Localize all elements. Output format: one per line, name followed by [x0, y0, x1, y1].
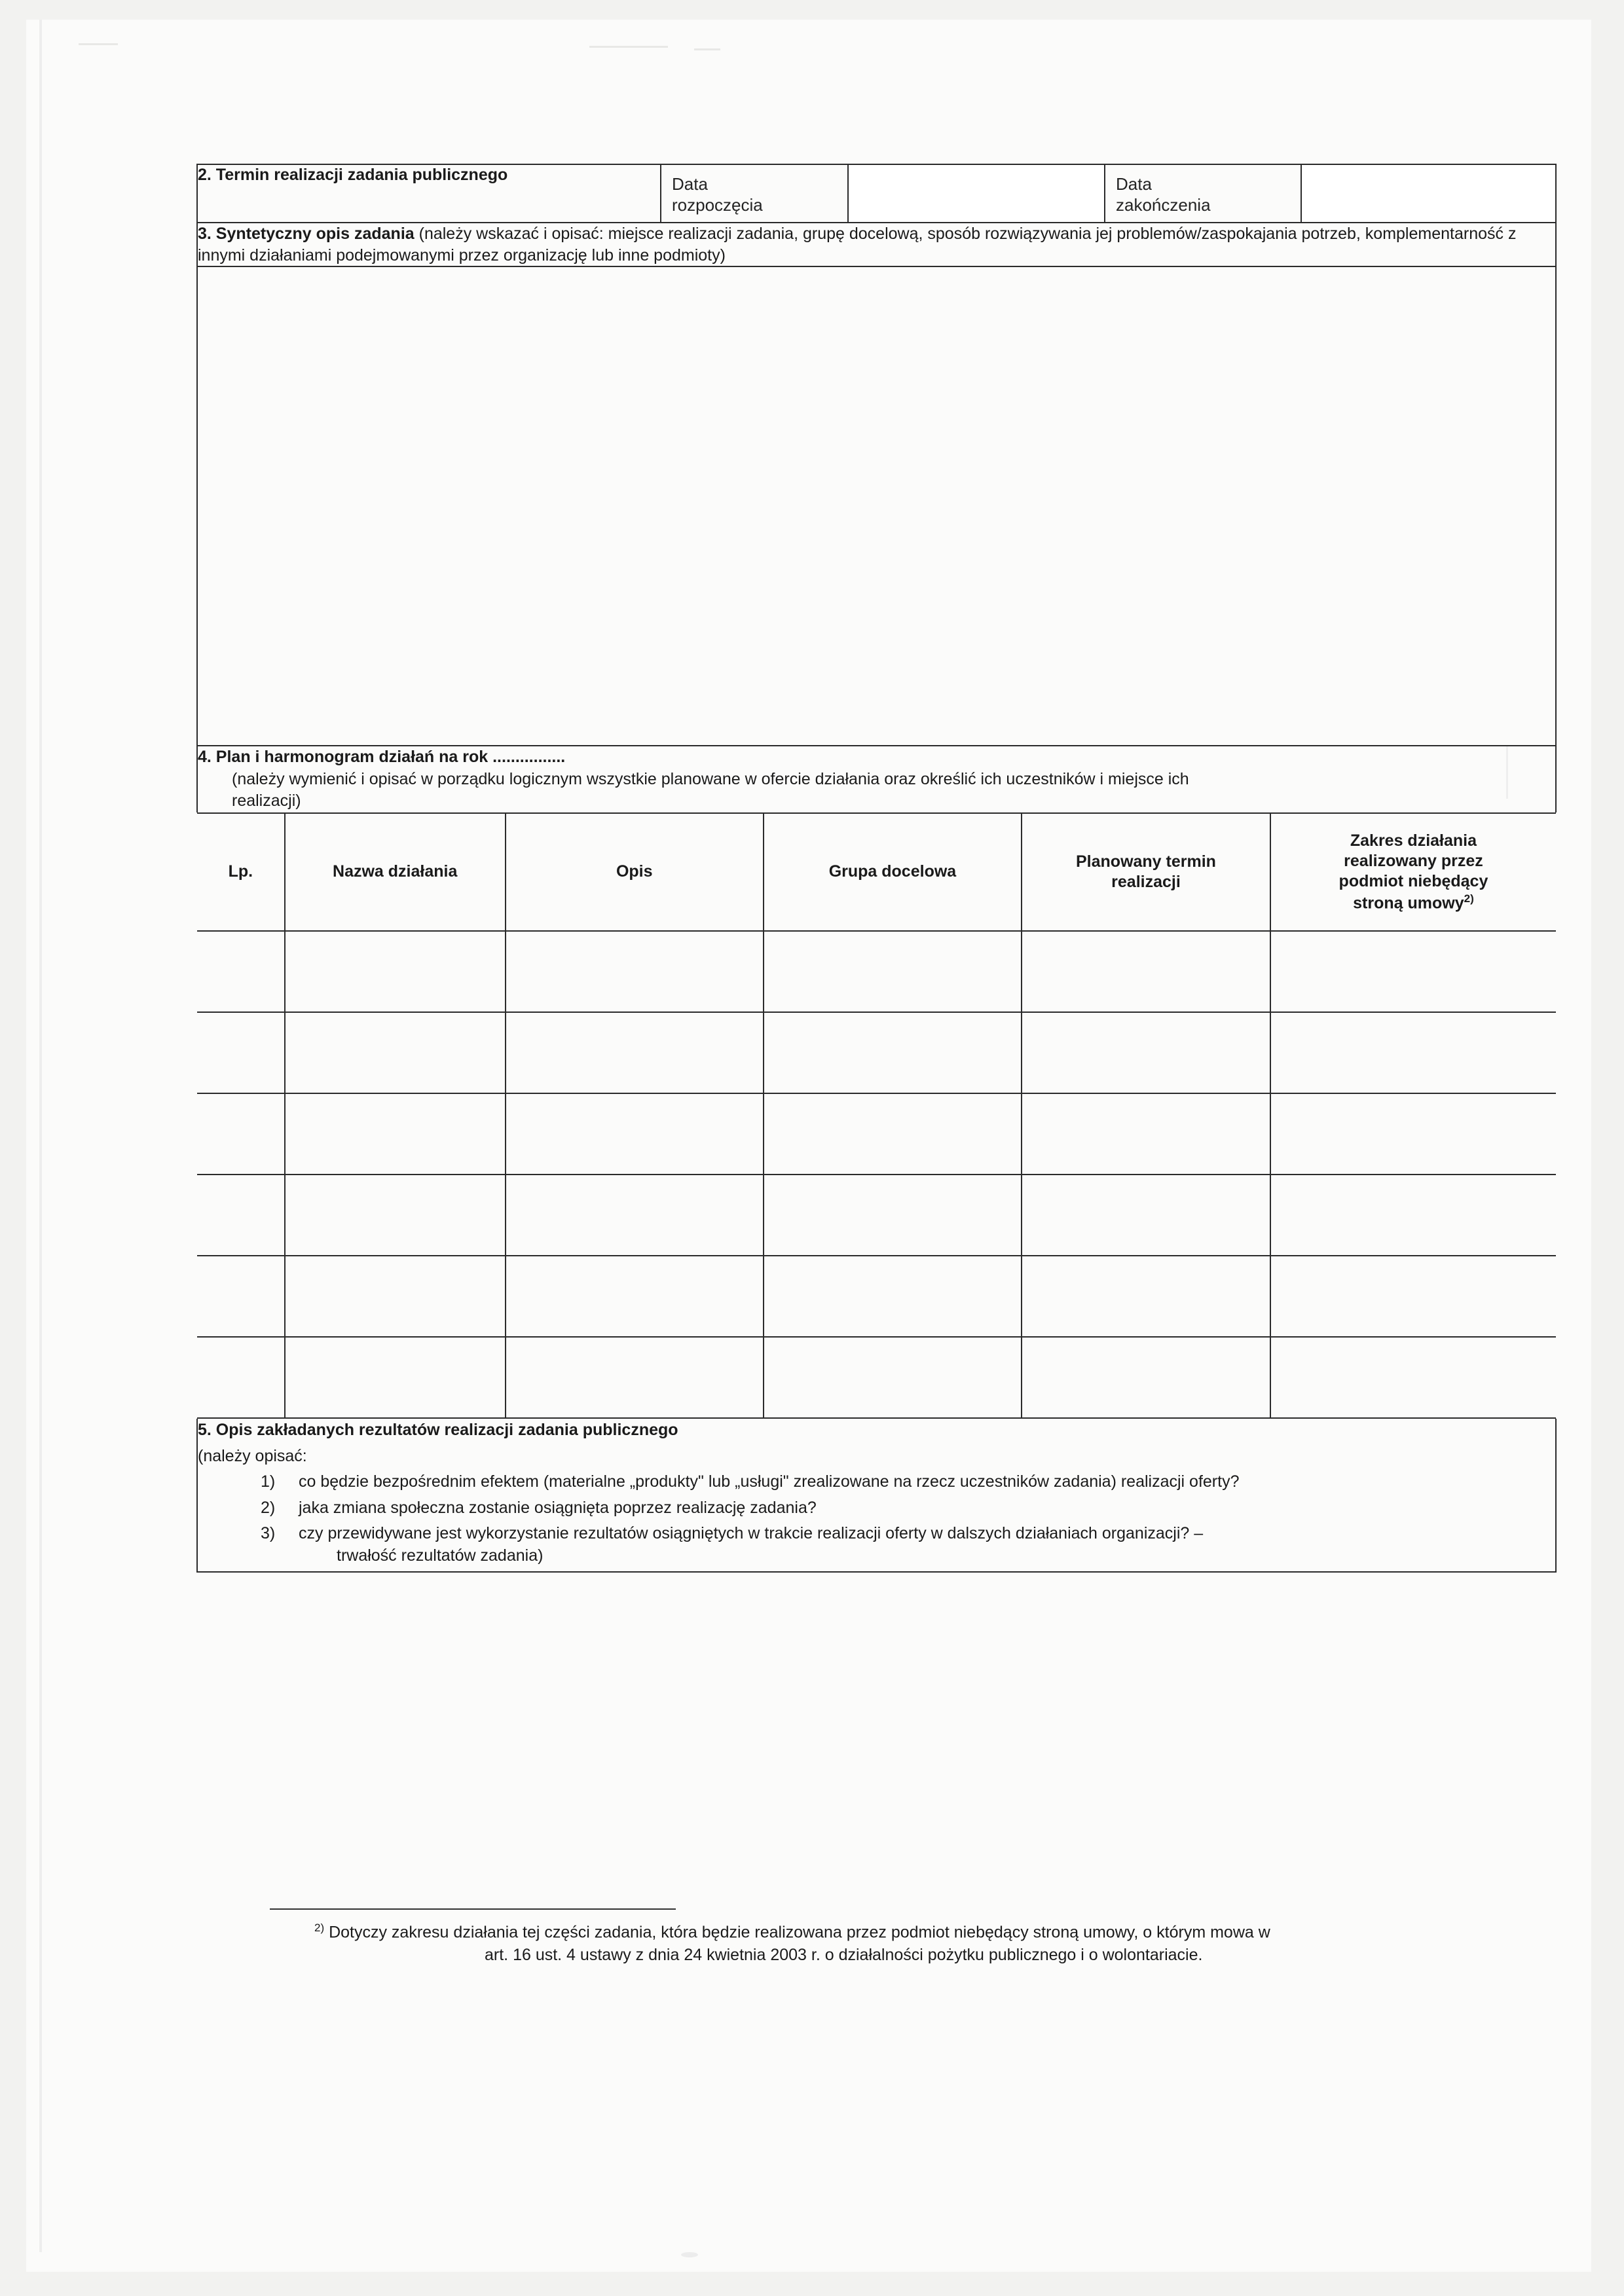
- date-end-label-cell: [1105, 164, 1301, 223]
- harmonogram-cell-lp[interactable]: [197, 1337, 285, 1418]
- harmonogram-col-zakres-line1: Zakres działania: [1350, 831, 1477, 850]
- harmonogram-cell-zakres[interactable]: [1270, 931, 1556, 1012]
- harmonogram-cell-termin[interactable]: [1022, 1337, 1270, 1418]
- date-end-label-line2: zakończenia: [1116, 194, 1211, 215]
- harmonogram-col-zakres-line3: podmiot niebędący: [1338, 871, 1488, 890]
- section-2-label: 2. Termin realizacji zadania publicznego: [197, 164, 661, 223]
- harmonogram-col-zakres-line4: [1275, 892, 1552, 913]
- harmonogram-cell-lp[interactable]: [197, 1256, 285, 1337]
- section-3-heading-bold: 3. Syntetyczny opis zadania: [198, 225, 415, 244]
- list-item-number: 3): [261, 1524, 276, 1543]
- list-item: [261, 1471, 1555, 1493]
- harmonogram-cell-termin[interactable]: [1022, 1256, 1270, 1337]
- list-item: [261, 1497, 1555, 1520]
- harmonogram-cell-opis[interactable]: [506, 931, 764, 1012]
- section-5-list: [198, 1471, 1555, 1567]
- list-item-continuation: trwałość rezultatów zadania): [337, 1546, 544, 1565]
- scan-artifact-bottom: [681, 2252, 698, 2257]
- harmonogram-cell-lp[interactable]: [197, 931, 285, 1012]
- harmonogram-cell-opis[interactable]: [506, 1012, 764, 1093]
- harmonogram-cell-grupa[interactable]: [764, 931, 1022, 1012]
- harmonogram-cell-zakres[interactable]: [1270, 1337, 1556, 1418]
- harmonogram-col-termin-line1: Planowany termin: [1076, 852, 1216, 871]
- harmonogram-table: [197, 812, 1556, 1419]
- section-3-heading-rest: (należy wskazać i opisać: miejsce realizacji zadania, grupę docelową, sposób rozwiązywania jej problemów/zaspokajania potrzeb, komplementarność z innymi działaniami podejmowanymi przez organizację lub inne podmioty): [198, 225, 1517, 264]
- section-4-heading-bold: 4. Plan i harmonogram działań na rok ................: [198, 748, 566, 767]
- scan-artifact-top-3: [694, 48, 720, 50]
- harmonogram-cell-nazwa[interactable]: [285, 1093, 506, 1175]
- section-4-note-line2: realizacji): [232, 792, 301, 811]
- section-5-title: 5. Opis zakładanych rezultatów realizacji zadania publicznego: [198, 1420, 678, 1439]
- section-3-body-input[interactable]: [197, 266, 1556, 746]
- section-4-heading: [197, 746, 1556, 812]
- harmonogram-cell-termin[interactable]: [1022, 1012, 1270, 1093]
- harmonogram-cell-zakres[interactable]: [1270, 1256, 1556, 1337]
- harmonogram-cell-opis[interactable]: [506, 1256, 764, 1337]
- scan-artifact-top-2: [589, 46, 668, 48]
- harmonogram-col-nazwa: Nazwa działania: [285, 813, 506, 931]
- harmonogram-cell-opis[interactable]: [506, 1093, 764, 1175]
- section-5-row: [197, 1419, 1556, 1572]
- offer-form-document: [196, 164, 1555, 1573]
- list-item: [261, 1523, 1555, 1567]
- harmonogram-row: [197, 931, 1556, 1012]
- section-4-note-line1: (należy wymienić i opisać w porządku logicznym wszystkie planowane w ofercie działania oraz określić ich uczestników i miejsce ich: [232, 769, 1189, 788]
- harmonogram-cell-zakres[interactable]: [1270, 1175, 1556, 1256]
- harmonogram-col-termin: [1022, 813, 1270, 931]
- footnote-marker: 2): [314, 1922, 325, 1934]
- section-4-heading-row: [197, 746, 1556, 812]
- date-end-input-cell[interactable]: [1301, 164, 1556, 223]
- harmonogram-cell-zakres[interactable]: [1270, 1012, 1556, 1093]
- section-4-table-row: [197, 812, 1556, 1419]
- section-2-row: [197, 164, 1556, 223]
- harmonogram-col-zakres-footnote-marker: 2): [1464, 892, 1474, 905]
- harmonogram-header-row: [197, 813, 1556, 931]
- harmonogram-row: [197, 1175, 1556, 1256]
- harmonogram-cell-lp[interactable]: [197, 1175, 285, 1256]
- harmonogram-cell-grupa[interactable]: [764, 1175, 1022, 1256]
- footnote-block: [196, 1908, 1555, 1966]
- harmonogram-col-grupa: Grupa docelowa: [764, 813, 1022, 931]
- scan-artifact-left-edge: [39, 20, 42, 2252]
- harmonogram-cell-zakres[interactable]: [1270, 1093, 1556, 1175]
- harmonogram-cell-lp[interactable]: [197, 1093, 285, 1175]
- harmonogram-col-zakres-line4-text: stroną umowy: [1353, 894, 1464, 913]
- section-3-heading: [197, 223, 1556, 266]
- harmonogram-cell-termin[interactable]: [1022, 1175, 1270, 1256]
- harmonogram-cell-opis[interactable]: [506, 1337, 764, 1418]
- harmonogram-cell-nazwa[interactable]: [285, 931, 506, 1012]
- harmonogram-cell-lp[interactable]: [197, 1012, 285, 1093]
- harmonogram-cell-grupa[interactable]: [764, 1012, 1022, 1093]
- section-5-block: [197, 1419, 1556, 1572]
- harmonogram-col-termin-line2: realizacji: [1111, 872, 1181, 891]
- footnote-line2: art. 16 ust. 4 ustawy z dnia 24 kwietnia 2003 r. o działalności pożytku publicznego i o wolontariacie.: [485, 1945, 1203, 1964]
- footnote-text: [196, 1920, 1555, 1966]
- harmonogram-col-opis: Opis: [506, 813, 764, 931]
- harmonogram-cell-grupa[interactable]: [764, 1093, 1022, 1175]
- section-5-lead: (należy opisać:: [198, 1446, 307, 1465]
- list-item-number: 2): [261, 1498, 276, 1517]
- list-item-text: czy przewidywane jest wykorzystanie rezultatów osiągniętych w trakcie realizacji oferty w dalszych działaniach organizacji? –: [299, 1524, 1204, 1543]
- harmonogram-row: [197, 1256, 1556, 1337]
- harmonogram-cell-nazwa[interactable]: [285, 1337, 506, 1418]
- footnote-separator: [270, 1908, 676, 1910]
- list-item-text: jaka zmiana społeczna zostanie osiągnięta poprzez realizację zadania?: [299, 1498, 817, 1517]
- harmonogram-cell-grupa[interactable]: [764, 1337, 1022, 1418]
- harmonogram-cell-nazwa[interactable]: [285, 1256, 506, 1337]
- form-main-table: [196, 164, 1557, 1573]
- section-3-body-row: [197, 266, 1556, 746]
- date-start-label-line2: rozpoczęcia: [672, 194, 763, 215]
- date-end-label-line1: Data: [1116, 174, 1152, 194]
- harmonogram-row: [197, 1337, 1556, 1418]
- date-start-input-cell[interactable]: [848, 164, 1105, 223]
- footnote-line1: Dotyczy zakresu działania tej części zadania, która będzie realizowana przez podmiot niebędący stroną umowy, o którym mowa w: [329, 1923, 1270, 1942]
- date-start-label-line1: Data: [672, 174, 708, 194]
- scan-artifact-top-1: [79, 43, 118, 45]
- harmonogram-cell-grupa[interactable]: [764, 1256, 1022, 1337]
- harmonogram-col-lp: Lp.: [197, 813, 285, 931]
- list-item-number: 1): [261, 1472, 276, 1491]
- harmonogram-cell-nazwa[interactable]: [285, 1012, 506, 1093]
- date-start-label-cell: [661, 164, 848, 223]
- harmonogram-cell-termin[interactable]: [1022, 931, 1270, 1012]
- harmonogram-col-zakres-line2: realizowany przez: [1344, 851, 1483, 870]
- list-item-text: co będzie bezpośrednim efektem (materialne „produkty" lub „usługi" zrealizowane na rzecz uczestników zadania) realizacji oferty?: [299, 1472, 1240, 1491]
- harmonogram-cell-termin[interactable]: [1022, 1093, 1270, 1175]
- harmonogram-cell-opis[interactable]: [506, 1175, 764, 1256]
- harmonogram-col-zakres: [1270, 813, 1556, 931]
- harmonogram-cell-nazwa[interactable]: [285, 1175, 506, 1256]
- harmonogram-row: [197, 1093, 1556, 1175]
- harmonogram-row: [197, 1012, 1556, 1093]
- section-3-heading-row: [197, 223, 1556, 266]
